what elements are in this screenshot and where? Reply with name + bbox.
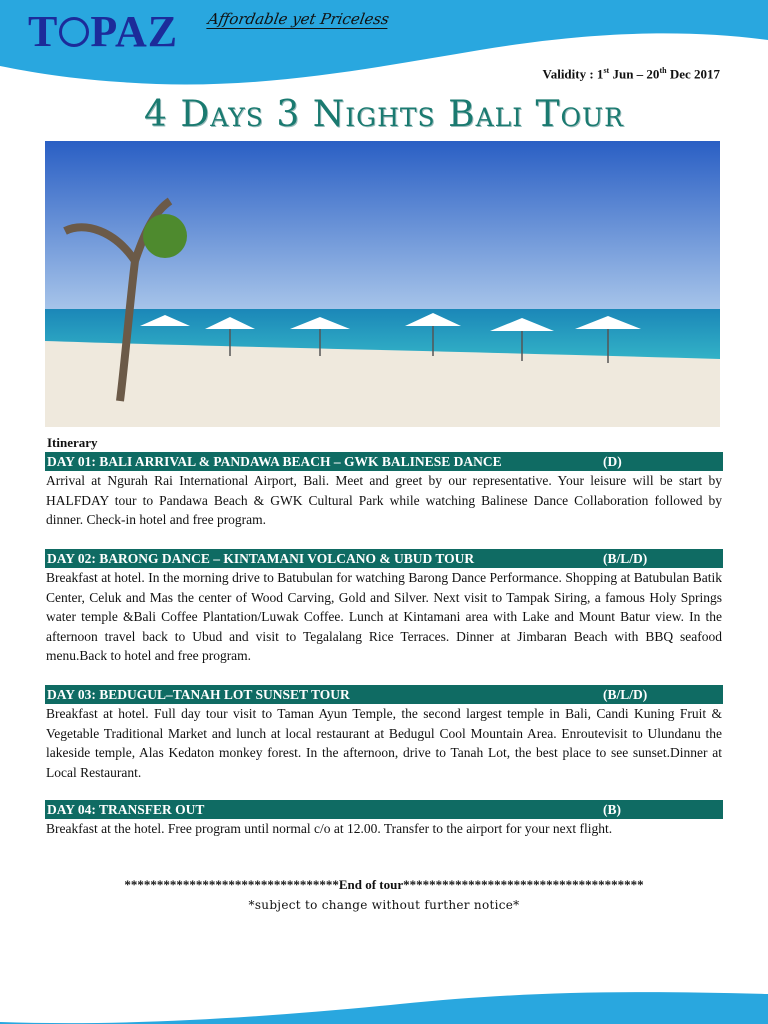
day-section xyxy=(45,800,723,839)
day-description: Arrival at Ngurah Rai International Airport, Bali. Meet and greet by our representative. Your leisure will be start by HALFDAY tour to Pandawa Beach & GWK Cultural Park while watching Balinese Dance Collaboration followed by dinner. Check-in hotel and free program. xyxy=(46,473,722,527)
day-header: DAY 02: BARONG DANCE – KINTAMANI VOLCANO & UBUD TOUR (B/L/D) xyxy=(45,549,723,568)
day-description: Breakfast at hotel. In the morning drive to Batubulan for watching Barong Dance Performance. Shopping at Batubulan Batik Center, Celuk and Mas the center of Wood Carving, Gold and Silver. Next visit to Tampak Siring, a famous Holy Springs water temple &Bali Coffee Plantation/Luwak Coffee. Lunch at Kintamani area with Lake and Mount Batur view. In the afternoon travel back to Ubud and visit to Tegalalang Rice Terraces. Dinner at Jimbaran Beach with BBQ seafood menu.Back to hotel and free program. xyxy=(46,570,722,663)
day-section xyxy=(45,549,723,666)
tagline: Affordable yet Priceless xyxy=(206,10,391,28)
day-section xyxy=(45,452,723,530)
footer-wave xyxy=(0,974,768,1024)
end-of-tour: *********************************End of tour************************************* xyxy=(124,877,644,892)
day-header: DAY 01: BALI ARRIVAL & PANDAWA BEACH – GWK BALINESE DANCE (D) xyxy=(45,452,723,471)
disclaimer-note: *subject to change without further notice* xyxy=(248,898,520,912)
page-title: 4 Days 3 Nights Bali Tour xyxy=(144,94,624,135)
day-description: Breakfast at the hotel. Free program until normal c/o at 12.00. Transfer to the airport for your next flight. xyxy=(46,821,613,836)
day-header: DAY 03: BEDUGUL–TANAH LOT SUNSET TOUR (B/L/D) xyxy=(45,685,723,704)
itinerary-label: Itinerary xyxy=(47,435,98,450)
logo: T PAZ xyxy=(28,7,179,56)
validity: Validity : 1st Jun – 20th Dec 2017 xyxy=(542,66,720,82)
day-section xyxy=(45,685,723,782)
day-description: Breakfast at hotel. Full day tour visit to Taman Ayun Temple, the second largest temple in Bali, Candi Kuning Fruit & Vegetable Traditional Market and lunch at local restaurant at Bedugul Cool Mountain Area. Enroutevisit to Ulundanu the lakeside temple, Alas Kedaton monkey forest. In the afternoon, drive to Tanah Lot, the best place to see sunset.Dinner at Local Restaurant. xyxy=(46,706,722,780)
day-header: DAY 04: TRANSFER OUT (B) xyxy=(45,800,723,819)
beach-photo xyxy=(45,141,720,427)
globe-icon xyxy=(59,17,89,47)
